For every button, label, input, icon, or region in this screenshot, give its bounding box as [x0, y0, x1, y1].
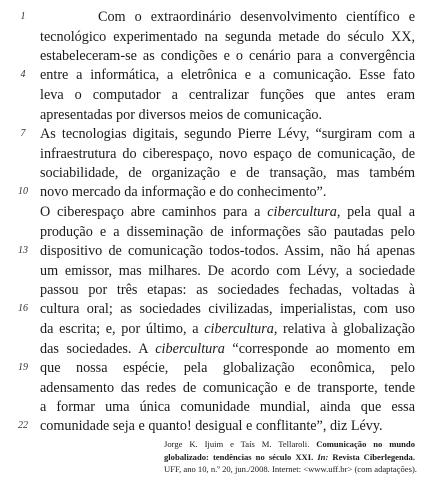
citation-line: UFF, ano 10, n.º 20, jun./2008. Internet: <www.uff.br> (com adaptações). — [164, 464, 417, 474]
citation-in: In: — [317, 451, 329, 462]
text-line: cultura oral; as sociedades civilizadas, imperialistas, com uso — [40, 301, 415, 317]
text-line: um emissor, mas milhares. De acordo com Lévy, a sociedade — [40, 262, 415, 279]
citation-journal: Revista Ciberlegenda. — [332, 451, 415, 462]
text-line: tecnológico experimentado na segunda metade do século XX, — [40, 28, 415, 45]
text-line: Com o extraordinário desenvolvimento científico e — [98, 9, 415, 25]
text-line: novo mercado da informação e do conhecimento”. — [40, 184, 327, 200]
text-line: passou por três etapas: as sociedades fechadas, voltadas à — [40, 282, 415, 298]
text-line: leva o computador a centralizar funções que antes eram — [40, 87, 415, 103]
text-line: produção e a disseminação de informações são pautadas pelo — [40, 223, 415, 240]
line-number: 22 — [18, 420, 28, 431]
text-line: O ciberespaço abre caminhos para a cibercultura, pela qual a — [40, 204, 415, 220]
text-line: sociabilidade, de organização e de transação, mas também — [40, 165, 415, 181]
italic-term: cibercultura — [267, 204, 337, 220]
text-line: apresentadas por diversos meios de comunicação. — [40, 106, 323, 123]
text-line: infraestrutura do ciberespaço, novo espaço de comunicação, de — [40, 145, 415, 162]
citation-title: globalizado: tendências no século XXI. — [164, 451, 314, 462]
line-number: 19 — [18, 362, 28, 373]
line-number: 7 — [20, 128, 26, 139]
citation-authors: Jorge K. Ijuim e Taís M. Tellaroli. — [164, 439, 310, 449]
line-number: 1 — [20, 11, 26, 22]
italic-term: cibercultura — [155, 340, 225, 357]
text-line: da escrita; e, por último, a cibercultura, relativa à globalização — [40, 321, 415, 337]
line-number: 13 — [18, 245, 28, 256]
text-line: das sociedades. A cibercultura “corresponde ao momento em — [40, 340, 415, 357]
text-line: As tecnologias digitais, segundo Pierre Lévy, “surgiram com a — [40, 126, 415, 142]
text-line: entre a informática, a eletrônica e a comunicação. Esse fato — [40, 67, 415, 83]
citation-line — [164, 438, 415, 451]
citation-title: Comunicação no mundo — [316, 439, 415, 449]
text-line: dispositivo de comunicação todos-todos. Assim, não há apenas — [40, 243, 415, 259]
text-line: estabeleceram-se as condições e o cenário para a convergência — [40, 48, 415, 64]
text-line: a formar uma única comunidade mundial, ainda que essa — [40, 399, 415, 415]
text-line: adensamento das redes de comunicação e de transporte, tende — [40, 379, 415, 396]
source-citation — [164, 438, 415, 476]
citation-line — [164, 451, 415, 464]
italic-term: cibercultura — [204, 321, 274, 337]
text-line: que nossa espécie, pela globalização econômica, pelo — [40, 360, 415, 376]
line-number: 4 — [20, 69, 26, 80]
line-number: 16 — [18, 303, 28, 314]
text-line: comunidade seja e quanto! desigual e conflitante”, diz Lévy. — [40, 418, 383, 434]
line-number: 10 — [18, 186, 28, 197]
